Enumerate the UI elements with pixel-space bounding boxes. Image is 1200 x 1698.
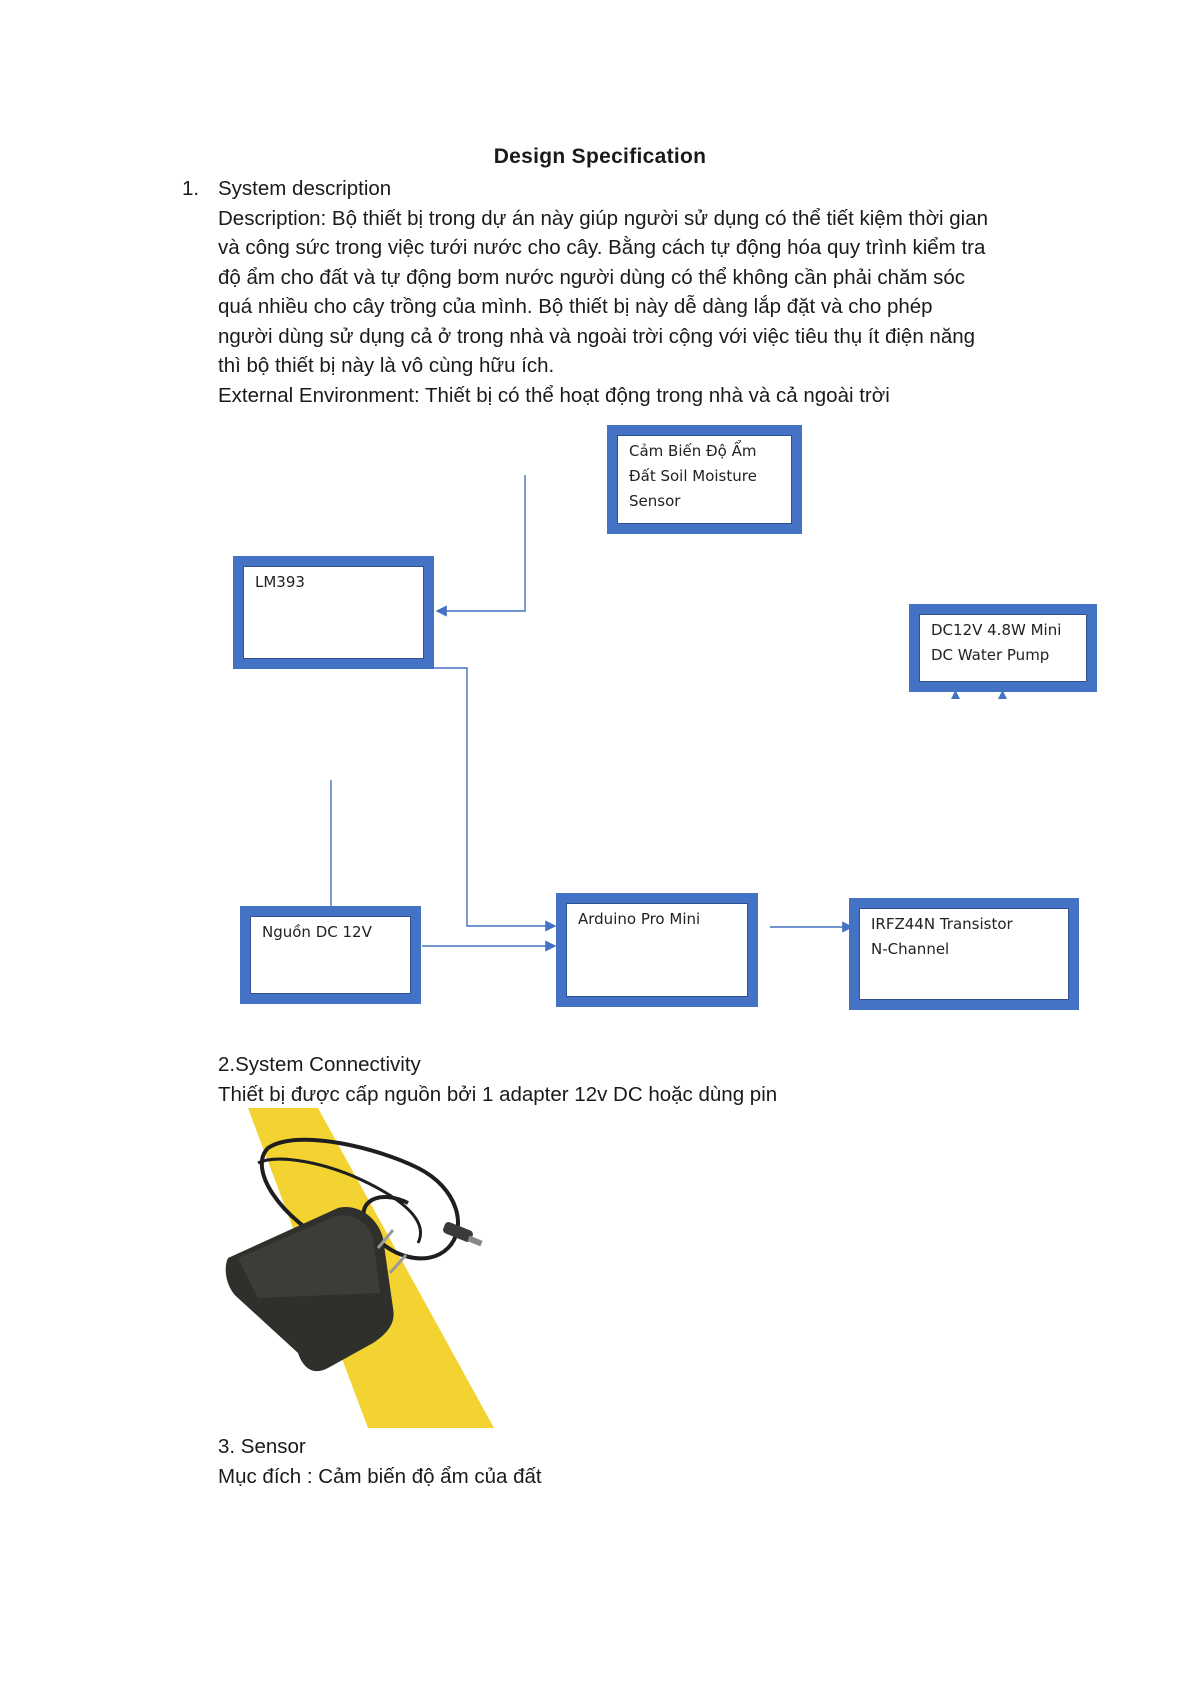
lm393-to-arduino-wire (376, 668, 555, 926)
section-3-heading: 3. Sensor (218, 1435, 306, 1458)
lm393-box (233, 556, 434, 669)
box-label: Nguồn DC 12V (262, 923, 372, 941)
box-label: Đất Soil Moisture (629, 467, 757, 485)
section-3-text: Mục đích : Cảm biến độ ẩm của đất (218, 1464, 542, 1488)
box-label: LM393 (255, 573, 305, 591)
description-line: người dùng sử dụng cả ở trong nhà và ngoài trời cộng với việc tiêu thụ ít điện năng (218, 324, 976, 348)
section-2-heading: 2.System Connectivity (218, 1053, 421, 1076)
description-line: và công sức trong việc tưới nước cho cây. Bằng cách tự động hóa quy trình kiểm tra (218, 236, 986, 259)
transistor-box (849, 898, 1079, 1010)
power-supply-box (240, 906, 421, 1004)
box-label: DC Water Pump (931, 646, 1050, 664)
description-line: quá nhiều cho cây trồng của mình. Bộ thiết bị này dễ dàng lắp đặt và cho phép (218, 295, 933, 318)
document-title: Design Specification (493, 145, 707, 168)
box-label: DC12V 4.8W Mini (931, 621, 1062, 639)
sensor-to-lm393-wire (437, 475, 525, 611)
box-label: Cảm Biến Độ Ẩm (629, 442, 757, 460)
box-label: Arduino Pro Mini (578, 910, 701, 928)
description-line: thì bộ thiết bị này là vô cùng hữu ích. (218, 354, 555, 377)
section-2-text: Thiết bị được cấp nguồn bởi 1 adapter 12v DC hoặc dùng pin (218, 1082, 778, 1106)
box-label: IRFZ44N Transistor (871, 915, 1013, 933)
water-pump-box (909, 604, 1097, 692)
section-1-number: 1. (182, 177, 200, 200)
description-line: độ ẩm cho đất và tự động bơm nước người dùng có thể không cần phải chăm sóc (218, 265, 966, 289)
section-1-heading: System description (218, 177, 392, 200)
description-line: Description: Bộ thiết bị trong dự án này giúp người sử dụng có thể tiết kiệm thời gian (218, 206, 989, 230)
power-adapter-photo (218, 1108, 494, 1428)
external-environment: External Environment: Thiết bị có thể hoạt động trong nhà và cả ngoài trời (218, 383, 890, 407)
box-label: N-Channel (871, 940, 950, 958)
arduino-pro-mini-box (556, 893, 758, 1007)
box-label: Sensor (629, 492, 681, 510)
soil-moisture-sensor-box (607, 425, 802, 534)
